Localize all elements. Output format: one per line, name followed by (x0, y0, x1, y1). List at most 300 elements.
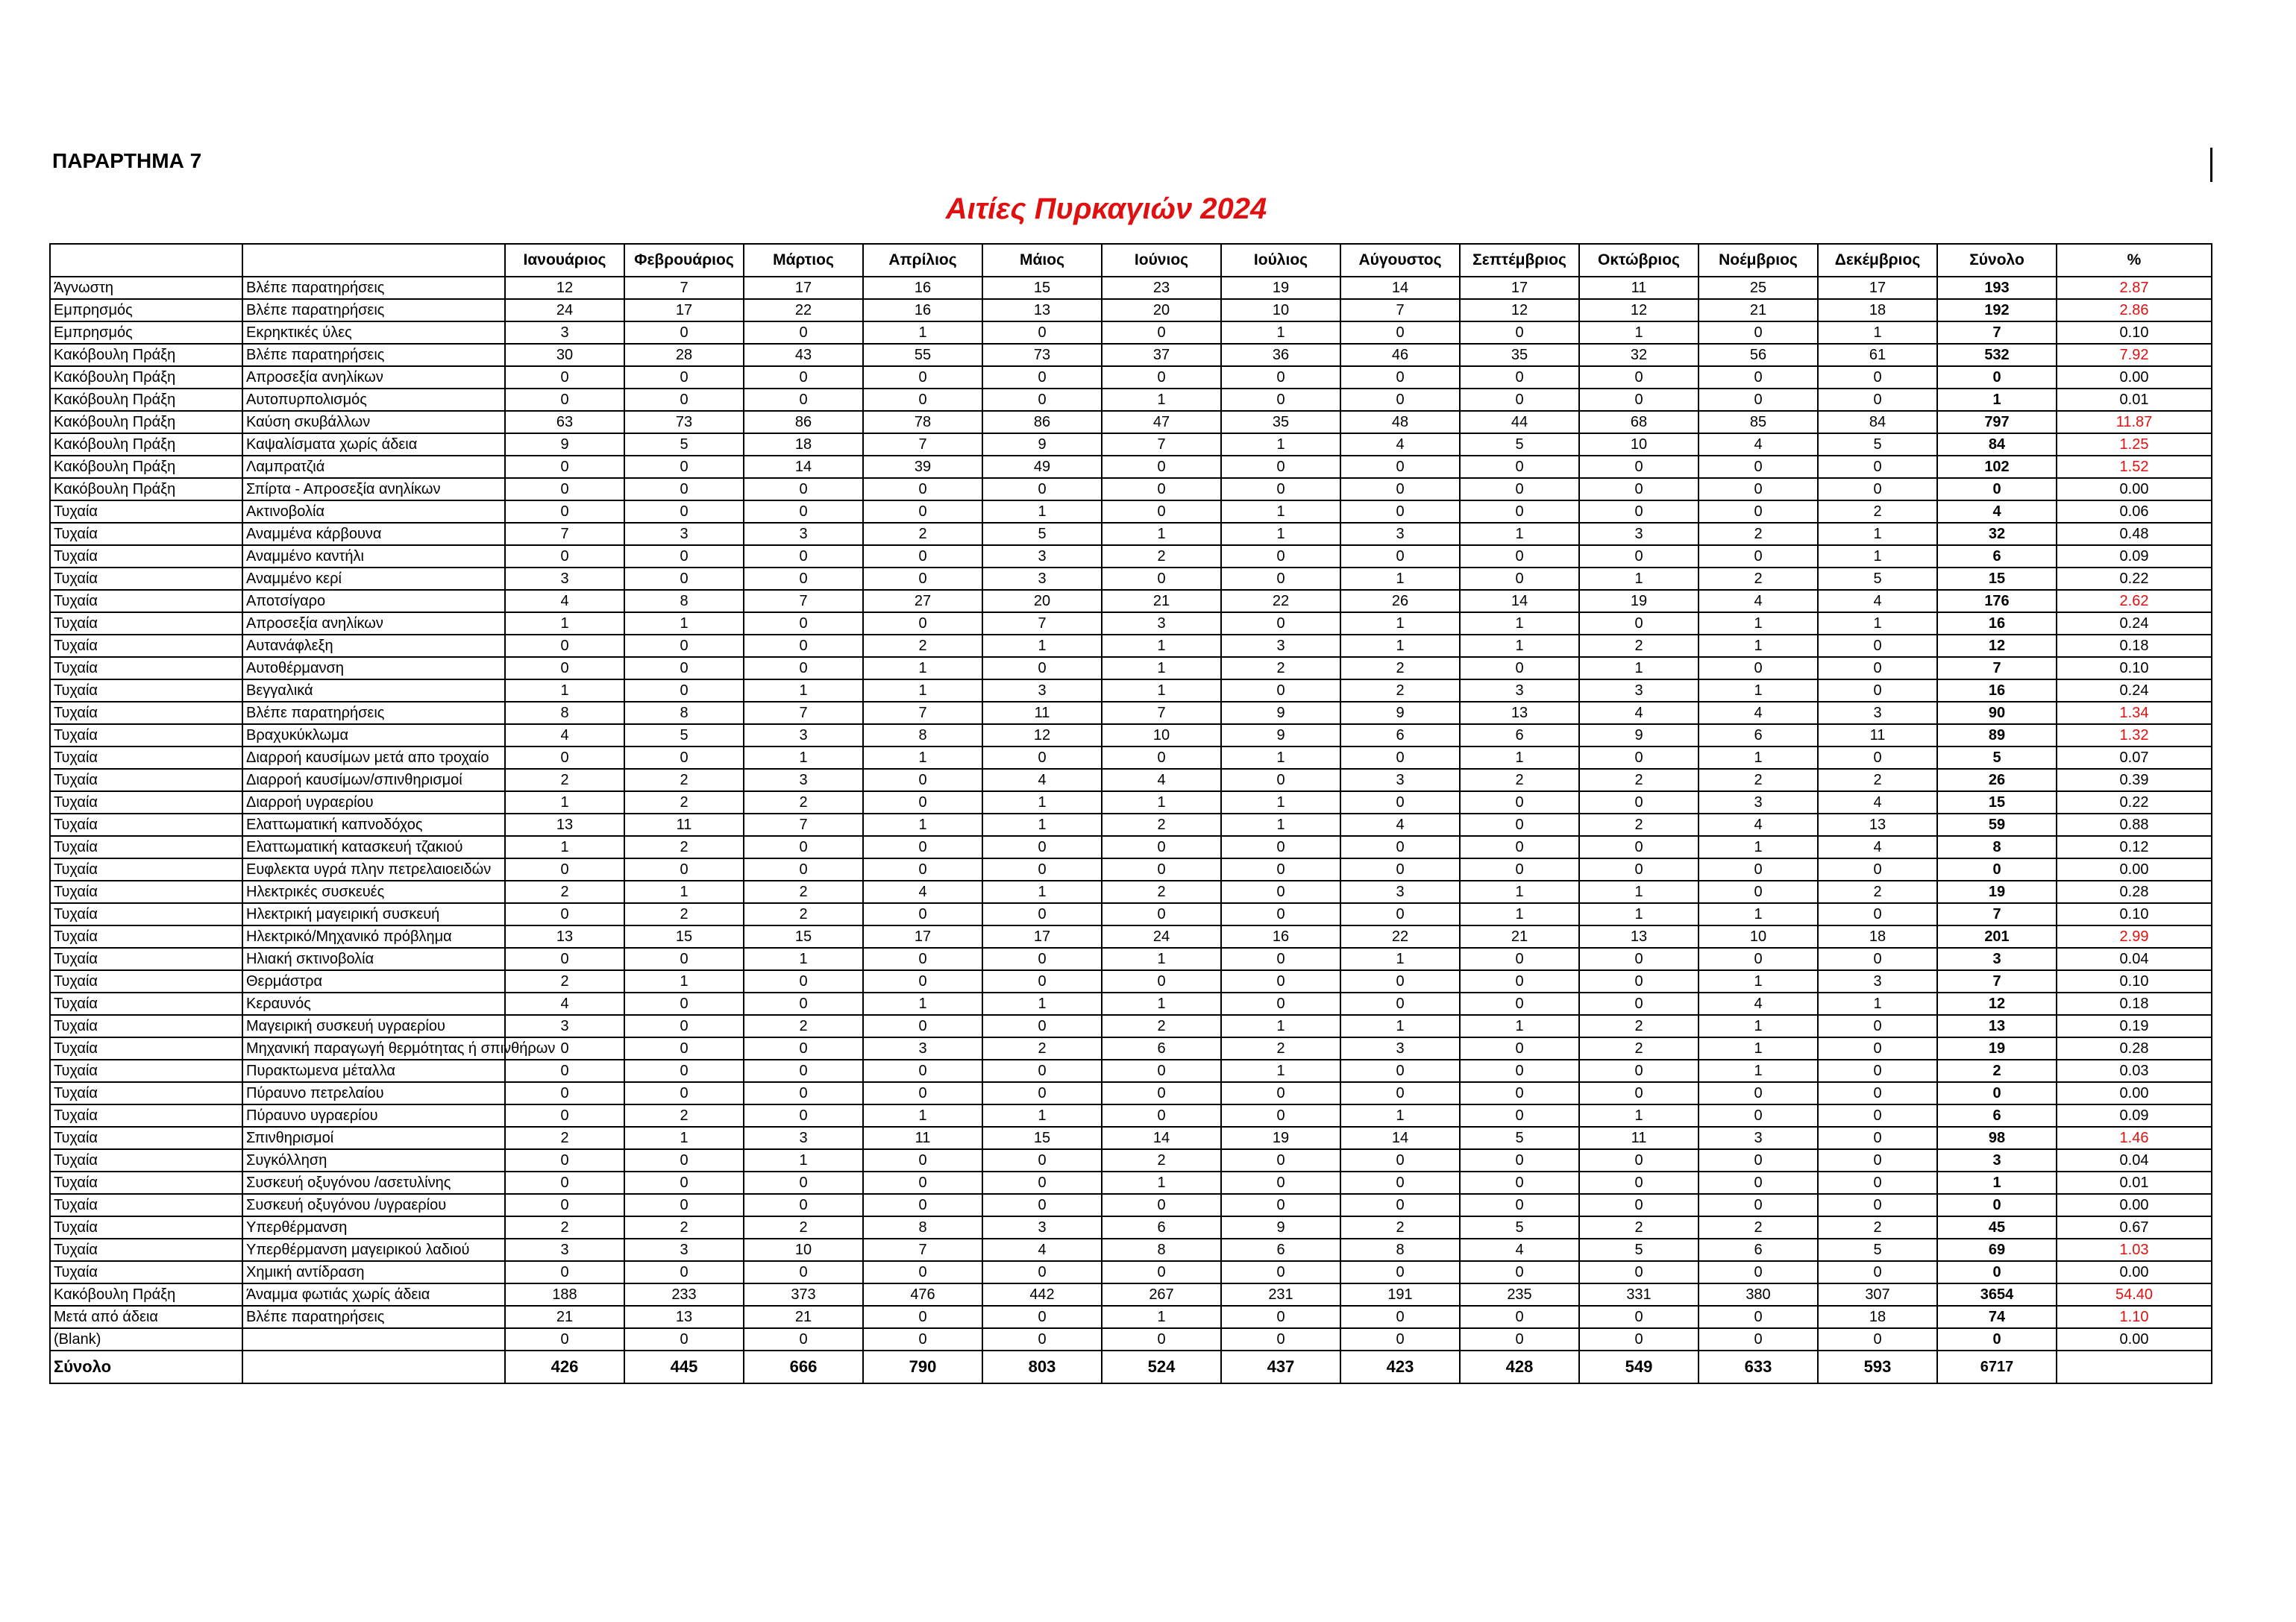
month-value-cell: 6 (1221, 1239, 1340, 1261)
month-value-cell: 7 (744, 590, 863, 612)
month-value-cell: 13 (982, 299, 1102, 321)
month-value-cell: 0 (1221, 836, 1340, 858)
table-row (50, 679, 2212, 702)
table-row (50, 568, 2212, 590)
month-value-cell: 0 (1221, 970, 1340, 993)
month-value-cell: 4 (1340, 814, 1460, 836)
month-value-cell: 0 (1221, 858, 1340, 881)
month-value-cell: 0 (1340, 1328, 1460, 1351)
table-row (50, 478, 2212, 500)
month-value-cell: 17 (624, 299, 744, 321)
month-value-cell: 0 (744, 993, 863, 1015)
percent-cell: 0.10 (2057, 970, 2212, 993)
month-value-cell: 0 (1579, 993, 1699, 1015)
percent-cell: 0.00 (2057, 478, 2212, 500)
month-value-cell: 63 (505, 411, 624, 433)
month-value-cell: 0 (505, 858, 624, 881)
month-value-cell: 7 (1340, 299, 1460, 321)
percent-cell: 0.10 (2057, 321, 2212, 344)
total-cell: 3654 (1937, 1283, 2057, 1306)
month-value-cell: 0 (1460, 1194, 1579, 1216)
month-value-cell: 3 (744, 1127, 863, 1149)
month-value-cell: 1 (1699, 746, 1818, 769)
month-value-cell: 0 (1818, 1149, 1937, 1172)
month-value-cell: 14 (744, 456, 863, 478)
month-value-cell: 0 (1221, 478, 1340, 500)
month-value-cell: 14 (1340, 1127, 1460, 1149)
month-value-cell: 0 (505, 1172, 624, 1194)
month-value-cell: 28 (624, 344, 744, 366)
cause-cell: Ελαττωματική κατασκευή τζακιού (242, 836, 505, 858)
month-value-cell: 0 (624, 1149, 744, 1172)
table-row (50, 545, 2212, 568)
month-value-cell: 5 (624, 433, 744, 456)
table-row (50, 903, 2212, 925)
month-value-cell: 0 (744, 1060, 863, 1082)
month-value-cell: 0 (1221, 1261, 1340, 1283)
total-cell: 7 (1937, 970, 2057, 993)
month-value-cell: 0 (1221, 389, 1340, 411)
month-value-cell: 2 (1699, 1216, 1818, 1239)
month-value-cell: 7 (1102, 702, 1221, 724)
month-value-cell: 2 (1340, 657, 1460, 679)
table-row (50, 970, 2212, 993)
percent-cell: 0.01 (2057, 1172, 2212, 1194)
page-edge-marker (2210, 148, 2212, 182)
month-value-cell: 0 (1818, 1328, 1937, 1351)
month-value-cell: 0 (1699, 1172, 1818, 1194)
month-value-cell: 9 (1340, 702, 1460, 724)
month-value-cell: 1 (1699, 1015, 1818, 1037)
month-value-cell: 0 (1579, 1261, 1699, 1283)
total-cell: 0 (1937, 1261, 2057, 1283)
month-value-cell: 0 (1460, 1060, 1579, 1082)
month-value-cell: 1 (1818, 523, 1937, 545)
percent-cell: 0.22 (2057, 791, 2212, 814)
month-value-cell: 1 (1102, 1172, 1221, 1194)
month-value-cell: 27 (863, 590, 982, 612)
month-value-cell: 0 (1818, 1060, 1937, 1082)
percent-cell: 0.10 (2057, 657, 2212, 679)
month-value-cell: 22 (1221, 590, 1340, 612)
month-total-cell: 437 (1221, 1351, 1340, 1383)
month-value-cell: 16 (863, 299, 982, 321)
month-value-cell: 1 (982, 1104, 1102, 1127)
percent-cell: 0.00 (2057, 1261, 2212, 1283)
month-value-cell: 3 (624, 523, 744, 545)
month-total-cell: 445 (624, 1351, 744, 1383)
table-row (50, 1060, 2212, 1082)
percent-cell: 0.67 (2057, 1216, 2212, 1239)
month-value-cell: 0 (1579, 612, 1699, 635)
cause-cell: Κεραυνός (242, 993, 505, 1015)
month-value-cell: 5 (624, 724, 744, 746)
table-row (50, 1149, 2212, 1172)
table-row (50, 993, 2212, 1015)
month-value-cell: 0 (624, 1328, 744, 1351)
month-value-cell: 17 (1818, 277, 1937, 299)
month-value-cell: 0 (1460, 836, 1579, 858)
month-value-cell: 0 (505, 746, 624, 769)
month-value-cell: 56 (1699, 344, 1818, 366)
month-value-cell: 1 (1460, 635, 1579, 657)
month-value-cell: 2 (1699, 568, 1818, 590)
month-value-cell: 1 (624, 1127, 744, 1149)
table-body (50, 277, 2212, 1351)
total-cell: 8 (1937, 836, 2057, 858)
category-cell: Τυχαία (50, 702, 242, 724)
month-value-cell: 0 (1699, 366, 1818, 389)
month-value-cell: 8 (505, 702, 624, 724)
month-value-cell: 17 (863, 925, 982, 948)
month-value-cell: 1 (1460, 523, 1579, 545)
total-cell: 89 (1937, 724, 2057, 746)
month-value-cell: 0 (624, 321, 744, 344)
month-value-cell: 0 (1818, 366, 1937, 389)
month-value-cell: 0 (1818, 1172, 1937, 1194)
month-value-cell: 0 (863, 1149, 982, 1172)
month-value-cell: 4 (505, 724, 624, 746)
month-value-cell: 2 (863, 635, 982, 657)
table-row (50, 433, 2212, 456)
month-value-cell: 8 (1102, 1239, 1221, 1261)
month-value-cell: 0 (982, 478, 1102, 500)
month-value-cell: 2 (1102, 545, 1221, 568)
month-value-cell: 0 (1818, 858, 1937, 881)
month-value-cell: 3 (1699, 791, 1818, 814)
month-value-cell: 1 (1460, 746, 1579, 769)
category-cell: Τυχαία (50, 590, 242, 612)
month-value-cell: 20 (1102, 299, 1221, 321)
total-percent-cell (2057, 1351, 2212, 1383)
table-row (50, 1306, 2212, 1328)
month-value-cell: 0 (1818, 1015, 1937, 1037)
month-value-cell: 2 (624, 791, 744, 814)
month-value-cell: 7 (505, 523, 624, 545)
percent-cell: 0.00 (2057, 1328, 2212, 1351)
category-cell: Τυχαία (50, 1082, 242, 1104)
month-value-cell: 0 (1460, 993, 1579, 1015)
month-value-cell: 0 (744, 568, 863, 590)
month-value-cell: 39 (863, 456, 982, 478)
month-value-cell: 1 (1699, 970, 1818, 993)
month-value-cell: 0 (1699, 1104, 1818, 1127)
month-value-cell: 1 (982, 881, 1102, 903)
month-value-cell: 0 (505, 500, 624, 523)
month-value-cell: 0 (1818, 903, 1937, 925)
cause-cell: Αποτσίγαρο (242, 590, 505, 612)
month-value-cell: 1 (744, 746, 863, 769)
month-value-cell: 1 (1102, 1306, 1221, 1328)
month-value-cell: 1 (744, 679, 863, 702)
month-value-cell: 0 (1699, 948, 1818, 970)
category-cell: Τυχαία (50, 724, 242, 746)
month-value-cell: 0 (1340, 478, 1460, 500)
month-value-cell: 0 (863, 948, 982, 970)
category-cell: Τυχαία (50, 1149, 242, 1172)
month-value-cell: 1 (1102, 635, 1221, 657)
month-value-cell: 25 (1699, 277, 1818, 299)
month-value-cell: 5 (1579, 1239, 1699, 1261)
month-value-cell: 1 (1340, 612, 1460, 635)
month-value-cell: 5 (1460, 433, 1579, 456)
month-value-cell: 0 (1579, 500, 1699, 523)
month-value-cell: 0 (1460, 858, 1579, 881)
month-value-cell: 0 (1221, 1149, 1340, 1172)
month-value-cell: 8 (624, 702, 744, 724)
month-value-cell: 0 (744, 836, 863, 858)
column-header: Σύνολο (1937, 244, 2057, 277)
month-value-cell: 21 (1102, 590, 1221, 612)
category-cell: Κακόβουλη Πράξη (50, 366, 242, 389)
month-value-cell: 3 (1579, 679, 1699, 702)
month-value-cell: 11 (624, 814, 744, 836)
month-value-cell: 17 (1460, 277, 1579, 299)
month-value-cell: 0 (1460, 791, 1579, 814)
month-value-cell: 0 (505, 1149, 624, 1172)
month-value-cell: 1 (982, 635, 1102, 657)
category-cell: Τυχαία (50, 679, 242, 702)
month-value-cell: 1 (624, 970, 744, 993)
month-value-cell: 233 (624, 1283, 744, 1306)
month-value-cell: 0 (744, 858, 863, 881)
month-value-cell: 0 (1818, 478, 1937, 500)
month-value-cell: 1 (1102, 657, 1221, 679)
month-value-cell: 9 (982, 433, 1102, 456)
month-value-cell: 1 (624, 881, 744, 903)
month-value-cell: 0 (1699, 858, 1818, 881)
month-value-cell: 14 (1340, 277, 1460, 299)
month-value-cell: 21 (505, 1306, 624, 1328)
month-value-cell: 22 (1340, 925, 1460, 948)
month-value-cell: 9 (1221, 1216, 1340, 1239)
table-row (50, 702, 2212, 724)
month-value-cell: 20 (982, 590, 1102, 612)
total-cell: 12 (1937, 635, 2057, 657)
month-value-cell: 3 (744, 523, 863, 545)
total-cell: 193 (1937, 277, 2057, 299)
month-value-cell: 2 (1460, 769, 1579, 791)
month-value-cell: 2 (1579, 635, 1699, 657)
month-value-cell: 0 (624, 1172, 744, 1194)
month-value-cell: 0 (624, 456, 744, 478)
month-value-cell: 0 (505, 1261, 624, 1283)
month-value-cell: 86 (982, 411, 1102, 433)
cause-cell: Χημική αντίδραση (242, 1261, 505, 1283)
category-cell: Μετά από άδεια (50, 1306, 242, 1328)
table-row (50, 366, 2212, 389)
month-value-cell: 32 (1579, 344, 1699, 366)
month-value-cell: 0 (982, 836, 1102, 858)
month-value-cell: 43 (744, 344, 863, 366)
total-cell: 6 (1937, 1104, 2057, 1127)
month-value-cell: 5 (1818, 568, 1937, 590)
percent-cell: 0.12 (2057, 836, 2212, 858)
month-value-cell: 0 (1460, 948, 1579, 970)
month-value-cell: 0 (1460, 657, 1579, 679)
category-cell: Τυχαία (50, 1172, 242, 1194)
category-cell: Εμπρησμός (50, 321, 242, 344)
month-value-cell: 18 (1818, 299, 1937, 321)
month-value-cell: 1 (863, 321, 982, 344)
category-cell: Τυχαία (50, 568, 242, 590)
total-label: Σύνολο (50, 1351, 242, 1383)
month-value-cell: 0 (744, 1172, 863, 1194)
percent-cell: 0.04 (2057, 1149, 2212, 1172)
percent-cell: 54.40 (2057, 1283, 2212, 1306)
month-value-cell: 0 (1699, 881, 1818, 903)
month-value-cell: 0 (1579, 1194, 1699, 1216)
month-value-cell: 0 (744, 1037, 863, 1060)
month-value-cell: 2 (744, 881, 863, 903)
table-row (50, 1239, 2212, 1261)
month-value-cell: 7 (863, 433, 982, 456)
cause-cell: Πύραυνο πετρελαίου (242, 1082, 505, 1104)
month-value-cell: 0 (744, 389, 863, 411)
percent-cell: 1.32 (2057, 724, 2212, 746)
month-value-cell: 13 (505, 925, 624, 948)
month-value-cell: 0 (1102, 746, 1221, 769)
month-value-cell: 3 (982, 679, 1102, 702)
month-value-cell: 1 (863, 657, 982, 679)
category-cell: Τυχαία (50, 881, 242, 903)
month-value-cell: 2 (1340, 1216, 1460, 1239)
month-value-cell: 0 (1340, 389, 1460, 411)
month-value-cell: 0 (1818, 746, 1937, 769)
month-value-cell: 0 (1579, 746, 1699, 769)
table-row (50, 523, 2212, 545)
percent-cell: 2.62 (2057, 590, 2212, 612)
cause-cell: Συγκόλληση (242, 1149, 505, 1172)
month-value-cell: 0 (1102, 1104, 1221, 1127)
month-value-cell: 7 (863, 702, 982, 724)
column-header: % (2057, 244, 2212, 277)
month-value-cell: 0 (863, 903, 982, 925)
month-value-cell: 13 (624, 1306, 744, 1328)
month-value-cell: 0 (1102, 1082, 1221, 1104)
total-cell: 1 (1937, 1172, 2057, 1194)
month-value-cell: 0 (1221, 948, 1340, 970)
month-value-cell: 78 (863, 411, 982, 433)
month-value-cell: 0 (1460, 970, 1579, 993)
total-cell: 19 (1937, 881, 2057, 903)
month-value-cell: 9 (505, 433, 624, 456)
month-value-cell: 0 (1102, 858, 1221, 881)
cause-cell: Βλέπε παρατηρήσεις (242, 277, 505, 299)
month-value-cell: 1 (1699, 679, 1818, 702)
month-value-cell: 4 (1699, 702, 1818, 724)
month-value-cell: 0 (1460, 1104, 1579, 1127)
month-value-cell: 1 (1340, 948, 1460, 970)
month-value-cell: 373 (744, 1283, 863, 1306)
total-cell: 192 (1937, 299, 2057, 321)
month-value-cell: 0 (863, 970, 982, 993)
month-value-cell: 3 (982, 568, 1102, 590)
month-value-cell: 0 (505, 657, 624, 679)
month-value-cell: 2 (624, 1216, 744, 1239)
month-value-cell: 24 (1102, 925, 1221, 948)
month-value-cell: 18 (1818, 925, 1937, 948)
month-value-cell: 84 (1818, 411, 1937, 433)
month-value-cell: 2 (624, 836, 744, 858)
month-value-cell: 0 (982, 746, 1102, 769)
cause-cell: Μηχανική παραγωγή θερμότητας ή σπινθήρων (242, 1037, 505, 1060)
total-cell: 0 (1937, 478, 2057, 500)
total-cell: 0 (1937, 858, 2057, 881)
month-value-cell: 0 (863, 545, 982, 568)
month-value-cell: 2 (1579, 1015, 1699, 1037)
total-cell: 0 (1937, 1328, 2057, 1351)
month-value-cell: 0 (1579, 948, 1699, 970)
month-value-cell: 6 (1460, 724, 1579, 746)
total-cell: 32 (1937, 523, 2057, 545)
month-value-cell: 11 (863, 1127, 982, 1149)
month-value-cell: 4 (1818, 836, 1937, 858)
month-value-cell: 2 (1579, 1216, 1699, 1239)
percent-cell: 1.34 (2057, 702, 2212, 724)
total-cell: 2 (1937, 1060, 2057, 1082)
percent-cell: 1.10 (2057, 1306, 2212, 1328)
month-value-cell: 0 (1460, 545, 1579, 568)
month-value-cell: 7 (624, 277, 744, 299)
table-row (50, 1127, 2212, 1149)
month-value-cell: 1 (1460, 1015, 1579, 1037)
month-value-cell: 8 (1340, 1239, 1460, 1261)
month-value-cell: 0 (863, 366, 982, 389)
month-value-cell: 1 (1221, 791, 1340, 814)
month-value-cell: 1 (505, 612, 624, 635)
month-value-cell: 0 (1460, 1037, 1579, 1060)
month-value-cell: 0 (1221, 1328, 1340, 1351)
cause-cell: Λαμπρατζιά (242, 456, 505, 478)
month-value-cell: 48 (1340, 411, 1460, 433)
month-value-cell: 11 (1818, 724, 1937, 746)
category-cell: Άγνωστη (50, 277, 242, 299)
month-value-cell: 0 (982, 1172, 1102, 1194)
table-row (50, 456, 2212, 478)
month-value-cell: 13 (505, 814, 624, 836)
category-cell: Τυχαία (50, 836, 242, 858)
month-value-cell: 0 (1818, 679, 1937, 702)
month-value-cell: 2 (1699, 523, 1818, 545)
month-value-cell: 267 (1102, 1283, 1221, 1306)
month-value-cell: 1 (1221, 433, 1340, 456)
month-value-cell: 191 (1340, 1283, 1460, 1306)
month-value-cell: 0 (744, 500, 863, 523)
percent-cell: 1.25 (2057, 433, 2212, 456)
column-header: Σεπτέμβριος (1460, 244, 1579, 277)
column-header: Μάρτιος (744, 244, 863, 277)
table-row (50, 1015, 2212, 1037)
month-value-cell: 0 (1102, 1060, 1221, 1082)
month-value-cell: 0 (624, 635, 744, 657)
category-cell: Τυχαία (50, 970, 242, 993)
month-value-cell: 0 (1699, 321, 1818, 344)
month-value-cell: 85 (1699, 411, 1818, 433)
category-cell: Τυχαία (50, 1261, 242, 1283)
category-cell: Κακόβουλη Πράξη (50, 411, 242, 433)
percent-cell: 1.52 (2057, 456, 2212, 478)
month-value-cell: 0 (982, 1306, 1102, 1328)
cause-cell: Αναμμένο κερί (242, 568, 505, 590)
month-value-cell: 0 (744, 1261, 863, 1283)
month-value-cell: 3 (624, 1239, 744, 1261)
month-value-cell: 0 (1221, 545, 1340, 568)
month-value-cell: 0 (1818, 389, 1937, 411)
month-value-cell: 0 (624, 679, 744, 702)
cause-cell: Ηλεκτρική μαγειρική συσκευή (242, 903, 505, 925)
month-value-cell: 0 (505, 1194, 624, 1216)
